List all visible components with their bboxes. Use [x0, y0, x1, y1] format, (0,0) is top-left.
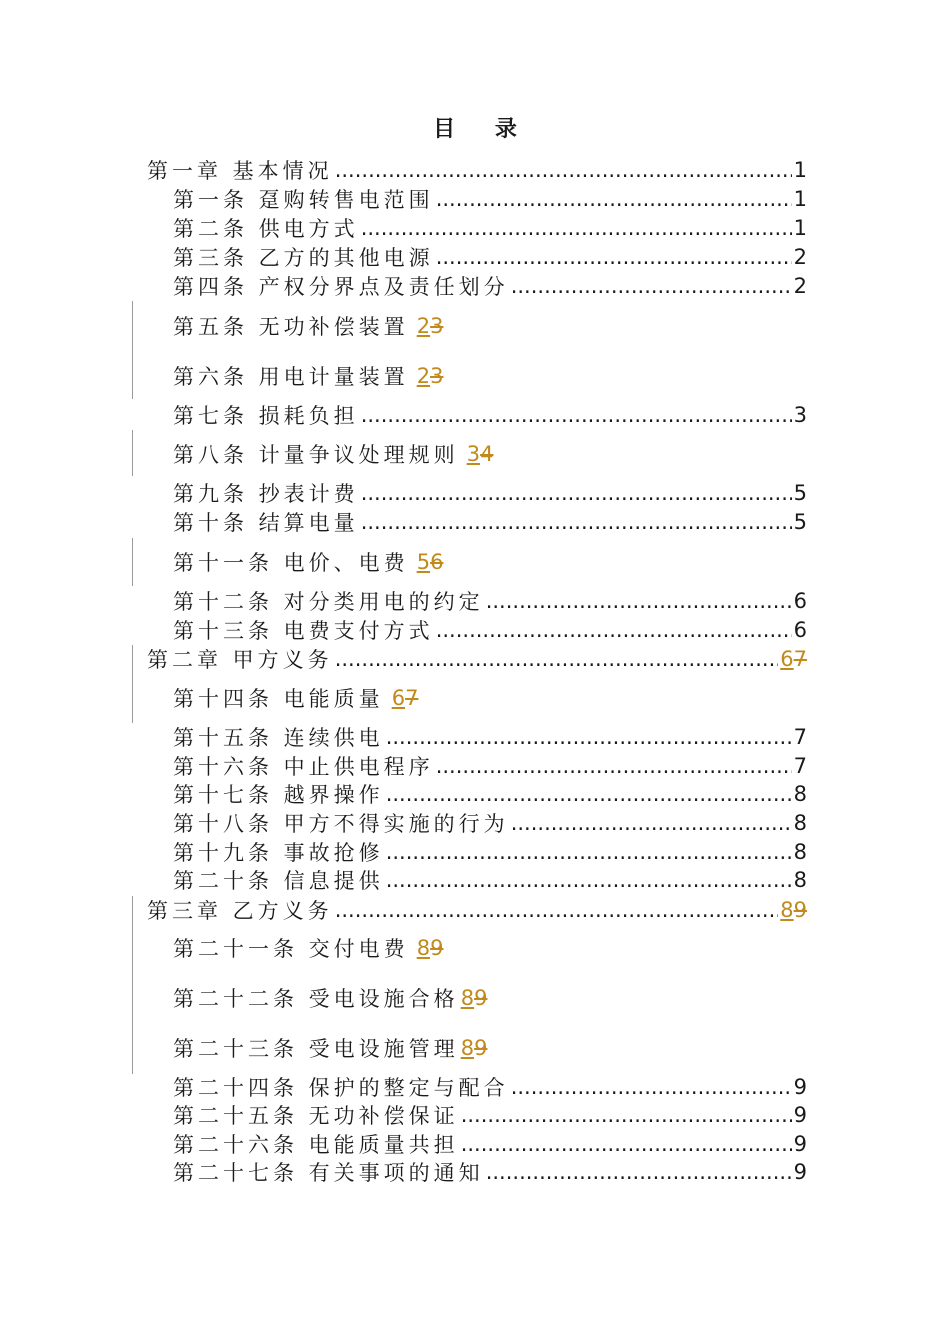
revised-page-number — [780, 898, 807, 922]
revised-page-number — [461, 1036, 488, 1060]
toc-article-entry[interactable] — [173, 185, 807, 213]
dot-leader — [335, 156, 792, 184]
entry-label: 第八条 计量争议处理规则 — [173, 443, 459, 467]
page-number: 2 — [793, 274, 807, 298]
revised-page-number — [780, 647, 807, 671]
inserted-page: 8 — [780, 898, 794, 922]
page-number: 5 — [793, 481, 807, 505]
deleted-page: 7 — [405, 686, 419, 710]
deleted-page: 6 — [430, 550, 444, 574]
deleted-page: 9 — [793, 898, 807, 922]
dot-leader — [436, 616, 792, 644]
toc-article-entry[interactable] — [173, 866, 807, 894]
dot-leader — [461, 1130, 792, 1158]
dot-leader — [511, 272, 792, 300]
page-number: 9 — [793, 1103, 807, 1127]
entry-label: 第十四条 电能质量 — [173, 687, 384, 711]
dot-leader — [436, 243, 792, 271]
toc-article-entry[interactable] — [173, 243, 807, 271]
deleted-page: 9 — [474, 1036, 488, 1060]
page-number: 1 — [793, 216, 807, 240]
toc-chapter-entry[interactable] — [147, 896, 807, 924]
dot-leader — [486, 587, 792, 615]
dot-leader — [386, 866, 792, 894]
toc-chapter-entry[interactable] — [147, 156, 807, 184]
dot-leader — [386, 838, 792, 866]
dot-leader — [511, 1073, 792, 1101]
toc-article-entry[interactable] — [173, 616, 807, 644]
entry-label: 第二十五条 无功补偿保证 — [173, 1104, 459, 1128]
dot-leader — [361, 401, 792, 429]
page-number: 1 — [793, 187, 807, 211]
page-number: 8 — [793, 840, 807, 864]
entry-label: 第十五条 连续供电 — [173, 726, 384, 750]
inserted-page: 5 — [416, 550, 431, 574]
dot-leader — [486, 1158, 792, 1186]
dot-leader — [511, 809, 792, 837]
revised-page-number — [417, 364, 444, 388]
inserted-page: 2 — [416, 364, 431, 388]
revised-page-number — [392, 686, 419, 710]
revised-page-number — [417, 550, 444, 574]
entry-label: 第十六条 中止供电程序 — [173, 755, 434, 779]
toc-article-entry[interactable] — [173, 214, 807, 242]
toc-article-entry[interactable] — [173, 312, 443, 340]
page-number: 1 — [793, 158, 807, 182]
inserted-page: 8 — [460, 986, 475, 1010]
toc-article-entry[interactable] — [173, 440, 493, 468]
dot-leader — [461, 1101, 792, 1129]
toc-article-entry[interactable] — [173, 362, 443, 390]
deleted-page: 7 — [793, 647, 807, 671]
entry-label: 第十条 结算电量 — [173, 511, 359, 535]
entry-label: 第十八条 甲方不得实施的行为 — [173, 812, 509, 836]
page-number: 7 — [793, 754, 807, 778]
entry-label: 第十七条 越界操作 — [173, 783, 384, 807]
entry-label: 第五条 无功补偿装置 — [173, 315, 409, 339]
dot-leader — [386, 780, 792, 808]
entry-label: 第二十一条 交付电费 — [173, 937, 409, 961]
toc-article-entry[interactable] — [173, 684, 418, 712]
page-number: 2 — [793, 245, 807, 269]
toc-article-entry[interactable] — [173, 723, 807, 751]
deleted-page: 9 — [430, 936, 444, 960]
entry-label: 第二十三条 受电设施管理 — [173, 1037, 459, 1061]
toc-article-entry[interactable] — [173, 401, 807, 429]
page-number: 9 — [793, 1075, 807, 1099]
toc-article-entry[interactable] — [173, 1130, 807, 1158]
entry-label: 第一条 趸购转售电范围 — [173, 188, 434, 212]
revised-page-number — [467, 442, 494, 466]
page-number: 5 — [793, 510, 807, 534]
deleted-page: 9 — [474, 986, 488, 1010]
entry-label: 第二章 甲方义务 — [147, 648, 333, 672]
toc-article-entry[interactable] — [173, 479, 807, 507]
inserted-page: 6 — [391, 686, 406, 710]
toc-article-entry[interactable] — [173, 780, 807, 808]
dot-leader — [361, 214, 792, 242]
revision-bar — [132, 896, 133, 1074]
toc-article-entry[interactable] — [173, 934, 443, 962]
dot-leader — [361, 508, 792, 536]
entry-label: 第六条 用电计量装置 — [173, 365, 409, 389]
entry-label: 第十九条 事故抢修 — [173, 841, 384, 865]
dot-leader — [436, 752, 792, 780]
dot-leader — [361, 479, 792, 507]
toc-article-entry[interactable] — [173, 809, 807, 837]
toc-article-entry[interactable] — [173, 1101, 807, 1129]
revision-bar — [132, 645, 133, 723]
inserted-page: 8 — [416, 936, 431, 960]
entry-label: 第四条 产权分界点及责任划分 — [173, 275, 509, 299]
entry-label: 第二十四条 保护的整定与配合 — [173, 1076, 509, 1100]
inserted-page: 2 — [416, 314, 431, 338]
dot-leader — [436, 185, 792, 213]
page-number: 8 — [793, 868, 807, 892]
page-number: 9 — [793, 1132, 807, 1156]
entry-label: 第九条 抄表计费 — [173, 482, 359, 506]
toc-article-entry[interactable] — [173, 838, 807, 866]
toc-article-entry[interactable] — [173, 1073, 807, 1101]
entry-label: 第一章 基本情况 — [147, 159, 333, 183]
deleted-page: 3 — [430, 364, 444, 388]
toc-article-entry[interactable] — [173, 1034, 487, 1062]
inserted-page: 3 — [466, 442, 481, 466]
page-number: 6 — [793, 589, 807, 613]
toc-article-entry[interactable] — [173, 587, 807, 615]
inserted-page: 6 — [780, 647, 794, 671]
toc-article-entry[interactable] — [173, 272, 807, 300]
revision-bar — [132, 301, 133, 399]
entry-label: 第三章 乙方义务 — [147, 899, 333, 923]
entry-label: 第三条 乙方的其他电源 — [173, 246, 434, 270]
page-number: 6 — [793, 618, 807, 642]
revised-page-number — [417, 936, 444, 960]
dot-leader — [335, 645, 779, 673]
entry-label: 第二十二条 受电设施合格 — [173, 987, 459, 1011]
entry-label: 第二十条 信息提供 — [173, 869, 384, 893]
revision-bar — [132, 538, 133, 586]
entry-label: 第十二条 对分类用电的约定 — [173, 590, 484, 614]
toc-article-entry[interactable] — [173, 1158, 807, 1186]
page-number: 8 — [793, 811, 807, 835]
toc-chapter-entry[interactable] — [147, 645, 807, 673]
toc-article-entry[interactable] — [173, 548, 443, 576]
entry-label: 第二条 供电方式 — [173, 217, 359, 241]
toc-article-entry[interactable] — [173, 984, 487, 1012]
deleted-page: 3 — [430, 314, 444, 338]
toc-article-entry[interactable] — [173, 752, 807, 780]
inserted-page: 8 — [460, 1036, 475, 1060]
revised-page-number — [417, 314, 444, 338]
entry-label: 第二十六条 电能质量共担 — [173, 1133, 459, 1157]
dot-leader — [335, 896, 779, 924]
entry-label: 第十三条 电费支付方式 — [173, 619, 434, 643]
dot-leader — [386, 723, 792, 751]
revision-bar — [132, 430, 133, 476]
page-number: 8 — [793, 782, 807, 806]
entry-label: 第十一条 电价、电费 — [173, 551, 409, 575]
entry-label: 第二十七条 有关事项的通知 — [173, 1161, 484, 1185]
toc-title: 目 录 — [433, 117, 533, 142]
entry-label: 第七条 损耗负担 — [173, 404, 359, 428]
deleted-page: 4 — [480, 442, 494, 466]
page-number: 9 — [793, 1160, 807, 1184]
revised-page-number — [461, 986, 488, 1010]
page-number: 7 — [793, 725, 807, 749]
toc-article-entry[interactable] — [173, 508, 807, 536]
page-number: 3 — [793, 403, 807, 427]
